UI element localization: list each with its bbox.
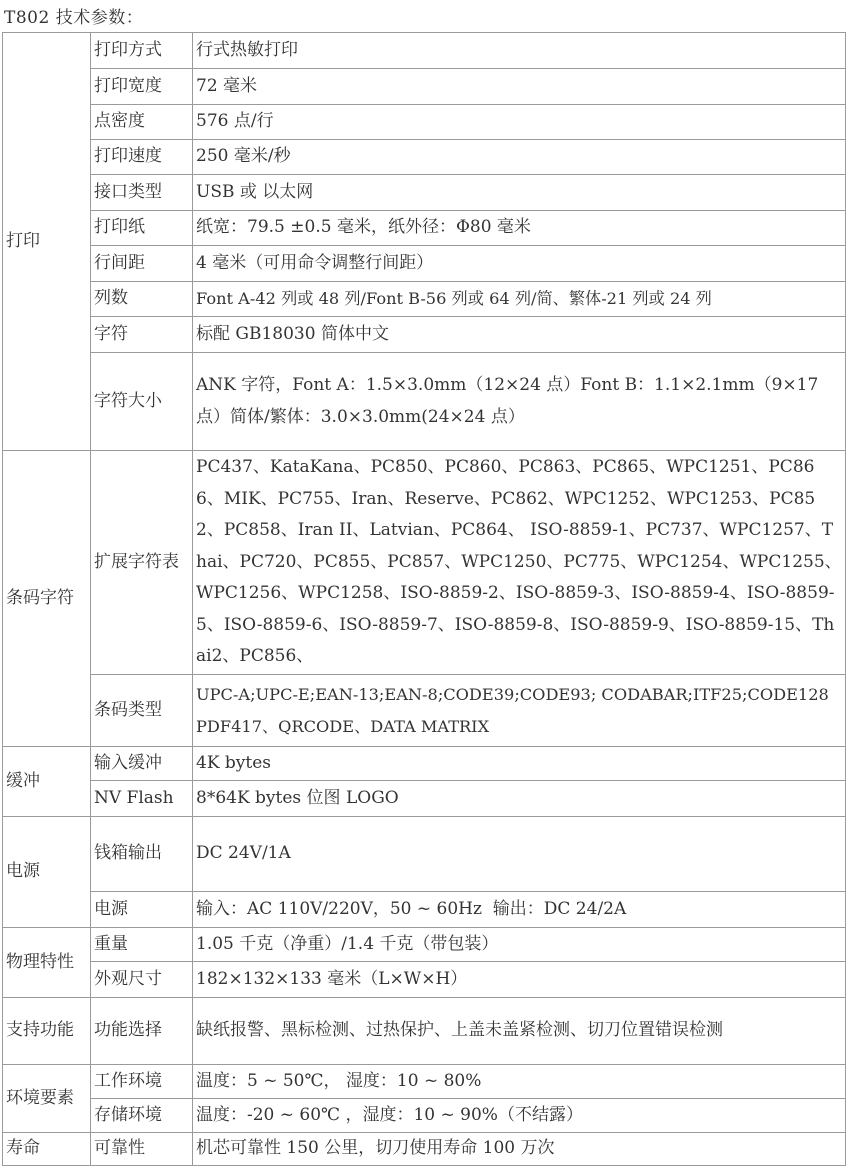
spec-value: PC437、KataKana、PC850、PC860、PC863、PC865、WPC1251、PC866、MIK、PC755、Iran、Reserve、PC862、WPC1252、WPC1253、PC852、PC858、Iran II、Latvian、PC864、 ISO-8859-1、PC737、WPC1257、Thai、PC720、PC855、PC857、WPC1250、PC775、WPC1254、WPC1255、WPC1256、WPC1258、ISO-8859-2、ISO-8859-3、ISO-8859-4、ISO-8859-5、ISO-8859-6、ISO-8859-7、ISO-8859-8、ISO-8859-9、ISO-8859-15、Thai2、PC856、: [193, 451, 846, 675]
spec-label: 字符大小: [91, 353, 193, 451]
spec-label: 可靠性: [91, 1133, 193, 1166]
spec-value: UPC-A;UPC-E;EAN-13;EAN-8;CODE39;CODE93; CODABAR;ITF25;CODE128 PDF417、QRCODE、DATA MATRIX: [193, 675, 846, 747]
spec-label: 打印方式: [91, 33, 193, 69]
section-lifespan: 寿命: [3, 1133, 91, 1166]
spec-label: 重量: [91, 928, 193, 962]
spec-value: ANK 字符，Font A：1.5×3.0mm（12×24 点）Font B：1.1×2.1mm（9×17 点）简体/繁体：3.0×3.0mm(24×24 点）: [193, 353, 846, 451]
section-environment: 环境要素: [3, 1065, 91, 1133]
section-functions: 支持功能: [3, 998, 91, 1065]
spec-value: 输入：AC 110V/220V，50 ~ 60Hz 输出：DC 24/2A: [193, 892, 846, 928]
spec-value: DC 24V/1A: [193, 817, 846, 892]
spec-value: 4 毫米（可用命令调整行间距）: [193, 246, 846, 282]
page-title: T802 技术参数：: [4, 8, 144, 28]
spec-label: 条码类型: [91, 675, 193, 747]
spec-value: 576 点/行: [193, 105, 846, 140]
spec-value: 4K bytes: [193, 747, 846, 781]
spec-label: 打印宽度: [91, 69, 193, 105]
spec-value: 72 毫米: [193, 69, 846, 105]
spec-label: 功能选择: [91, 998, 193, 1065]
spec-value: 182×132×133 毫米（L×W×H）: [193, 962, 846, 998]
spec-label: 列数: [91, 282, 193, 317]
spec-value: 纸宽：79.5 ±0.5 毫米，纸外径：Φ80 毫米: [193, 211, 846, 246]
spec-label: 字符: [91, 317, 193, 353]
section-buffer: 缓冲: [3, 747, 91, 817]
spec-value: 温度：-20 ~ 60℃ ，湿度：10 ~ 90%（不结露）: [193, 1099, 846, 1133]
section-physical: 物理特性: [3, 928, 91, 998]
spec-value: Font A-42 列或 48 列/Font B-56 列或 64 列/简、繁体-21 列或 24 列: [193, 282, 846, 317]
spec-value: 缺纸报警、黑标检测、过热保护、上盖未盖紧检测、切刀位置错误检测: [193, 998, 846, 1065]
spec-label: NV Flash: [91, 781, 193, 817]
spec-value: 机芯可靠性 150 公里，切刀使用寿命 100 万次: [193, 1133, 846, 1166]
spec-label: 接口类型: [91, 175, 193, 211]
spec-label: 钱箱输出: [91, 817, 193, 892]
spec-label: 电源: [91, 892, 193, 928]
spec-label: 扩展字符表: [91, 451, 193, 675]
spec-value: 250 毫米/秒: [193, 140, 846, 175]
spec-label: 工作环境: [91, 1065, 193, 1099]
spec-table: [2, 32, 846, 1166]
section-power: 电源: [3, 817, 91, 928]
section-barcode: 条码字符: [3, 451, 91, 747]
spec-label: 外观尺寸: [91, 962, 193, 998]
spec-value: 标配 GB18030 简体中文: [193, 317, 846, 353]
spec-value: 温度：5 ~ 50℃， 湿度：10 ~ 80%: [193, 1065, 846, 1099]
section-print: 打印: [3, 33, 91, 451]
spec-label: 点密度: [91, 105, 193, 140]
spec-label: 打印纸: [91, 211, 193, 246]
spec-value: 1.05 千克（净重）/1.4 千克（带包装）: [193, 928, 846, 962]
spec-label: 打印速度: [91, 140, 193, 175]
spec-label: 行间距: [91, 246, 193, 282]
spec-value: USB 或 以太网: [193, 175, 846, 211]
spec-value: 8*64K bytes 位图 LOGO: [193, 781, 846, 817]
spec-label: 输入缓冲: [91, 747, 193, 781]
spec-value: 行式热敏打印: [193, 33, 846, 69]
spec-label: 存储环境: [91, 1099, 193, 1133]
